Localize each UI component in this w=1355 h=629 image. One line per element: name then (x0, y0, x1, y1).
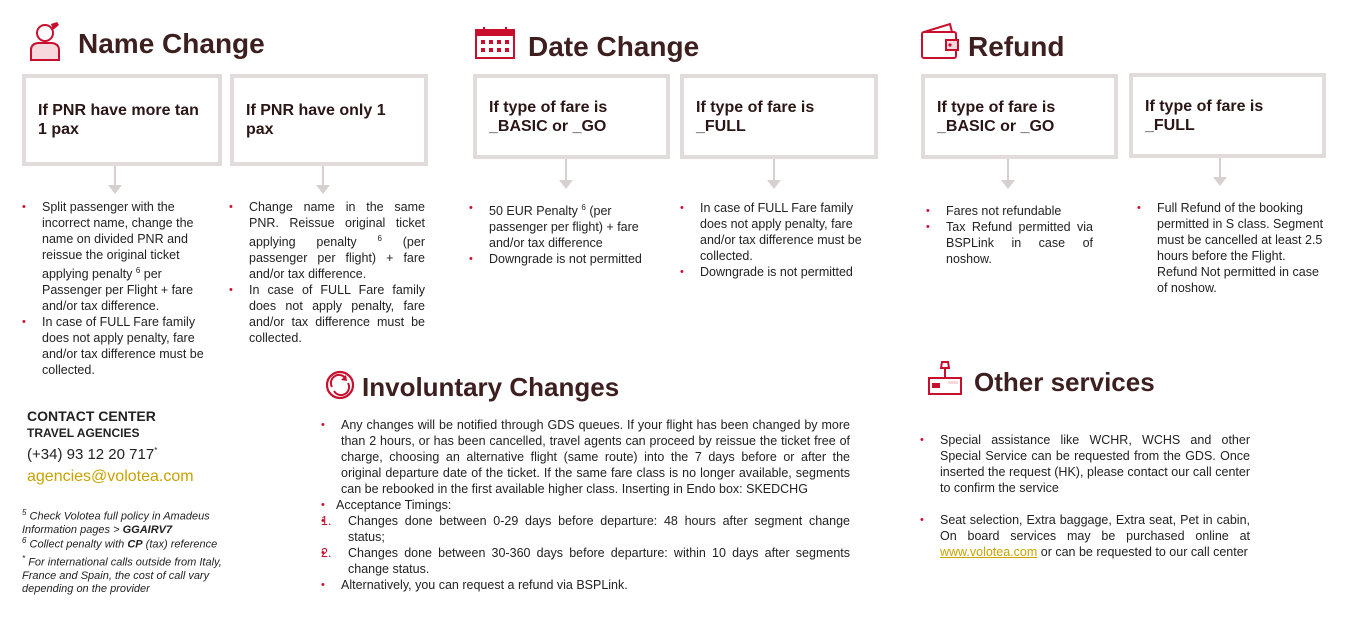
footnote-6: $^6$ Collect penalty with CP (tax) reference (22, 536, 218, 551)
list-item: • Any changes will be notified through GDS queues. If your flight has been changed by more than 2 hours, or has been cancelled, travel agents can proceed by reissue the ticket free of charge, choosing an alternative flight (same route) into the 7 days before or after the original departure date of the ticket. If the same fare class is no longer available, segments can be rebooked in the first available higher class. Inserting in Endo box: SKEDCHG (321, 417, 850, 497)
arrow-down-icon (1007, 159, 1009, 181)
list-item: • Seat selection, Extra baggage, Extra seat, Pet in cabin, On board services may be purchased online at www.volotea.com or can be requested to our call center (920, 512, 1250, 560)
footnote-star: * For international calls outside from Italy, France and Spain, the cost of call vary depending on the provider (22, 554, 222, 595)
arrow-down-icon (114, 166, 116, 186)
volotea-website-link[interactable]: www.volotea.com (940, 545, 1038, 559)
list-item: • Alternatively, you can request a refund via BSPLink. (321, 577, 850, 593)
name-change-box-multi-pax (22, 74, 222, 166)
wallet-icon (920, 22, 960, 60)
list-item: • Special assistance like WCHR, WCHS and other Special Service can be requested from the GDS. Once inserted the request (HK), please contact our call center to confirm the service (920, 432, 1250, 496)
list-item: • 50 EUR Penalty $^6$ (per passenger per flight) + fare and/or tax difference (469, 200, 659, 251)
arrow-down-icon (773, 159, 775, 181)
name-change-single-pax-list (229, 199, 425, 346)
contact-center-heading: CONTACT CENTER (27, 408, 156, 424)
refund-full-list (1137, 200, 1327, 296)
refund-box-basic-go-text: If type of fare is _BASIC or _GO (937, 98, 1056, 135)
calendar-icon (474, 26, 516, 60)
name-change-multi-pax-list (22, 199, 205, 378)
list-item: • Fares not refundable (926, 203, 1093, 219)
list-item: • In case of FULL Fare family does not apply penalty, fare and/or tax difference must be collected. (680, 200, 870, 264)
date-change-full-list (680, 200, 870, 280)
list-item: • Tax Refund permitted via BSPLink in case of noshow. (926, 219, 1093, 267)
date-change-box-basic-go-text: If type of fare is _BASIC or _GO (489, 98, 608, 135)
involuntary-changes-list (321, 417, 850, 593)
refund-box-basic-go (921, 74, 1118, 159)
list-item: • Change name in the same PNR. Reissue original ticket applying penalty $^6$ (per passenger per flight) + fare and/or tax difference. (229, 199, 425, 282)
involuntary-changes-title: Involuntary Changes (362, 372, 620, 402)
contact-phone: (+34) 93 12 20 717* (27, 446, 158, 463)
date-change-box-basic-go (473, 74, 670, 159)
footnote-5: $^5$ Check Volotea full policy in Amadeus Information pages > GGAIRV7 (22, 508, 210, 536)
date-change-box-full (680, 74, 878, 159)
refund-title: Refund (968, 31, 1065, 62)
name-change-box-single-pax (230, 74, 428, 166)
person-icon (25, 20, 65, 62)
date-change-title: Date Change (528, 31, 700, 62)
service-bell-icon (926, 360, 964, 398)
name-change-box-single-pax-text: If PNR have only 1 pax (246, 102, 386, 138)
travel-agencies-subheading: TRAVEL AGENCIES (27, 426, 140, 440)
acceptance-timings: • Acceptance Timings: (321, 497, 850, 513)
arrow-down-icon (565, 159, 567, 181)
refresh-icon (324, 369, 356, 401)
list-item: • 2. Changes done between 30-360 days before departure: within 10 days after segments change status. (321, 545, 850, 577)
arrow-down-icon (1219, 158, 1221, 178)
list-item: • In case of FULL Fare family does not apply penalty, fare and/or tax difference must be collected. (229, 282, 425, 346)
refund-box-full (1129, 73, 1326, 158)
other-services-list (920, 432, 1250, 560)
refund-basic-go-list (926, 203, 1093, 267)
list-item: • In case of FULL Fare family does not apply penalty, fare and/or tax difference must be collected. (22, 314, 205, 378)
arrow-down-icon (322, 166, 324, 186)
acceptance-timings-list (321, 513, 850, 577)
list-item: • Downgrade is not permitted (469, 251, 659, 267)
timings-list (321, 513, 850, 577)
list-item: • 1. Changes done between 0-29 days before departure: 48 hours after segment change status; (321, 513, 850, 545)
refund-box-full-text: If type of fare is _FULL (1145, 97, 1264, 134)
list-item: • Split passenger with the incorrect name, change the name on divided PNR and reissue the original ticket applying penalty $^6$ per Passenger per Flight + fare and/or tax difference. (22, 199, 205, 314)
name-change-title: Name Change (78, 28, 265, 59)
date-change-basic-go-list (469, 200, 659, 267)
list-item: • Full Refund of the booking permitted in S class. Segment must be cancelled at least 2.5 hours before the Flight. Refund Not permitted in case of noshow. (1137, 200, 1327, 296)
list-item: • Downgrade is not permitted (680, 264, 870, 280)
date-change-box-full-text: If type of fare is _FULL (696, 98, 815, 135)
name-change-box-multi-pax-text: If PNR have more tan 1 pax (38, 102, 199, 138)
contact-email[interactable]: agencies@volotea.com (27, 468, 194, 485)
other-services-title: Other services (974, 367, 1155, 397)
